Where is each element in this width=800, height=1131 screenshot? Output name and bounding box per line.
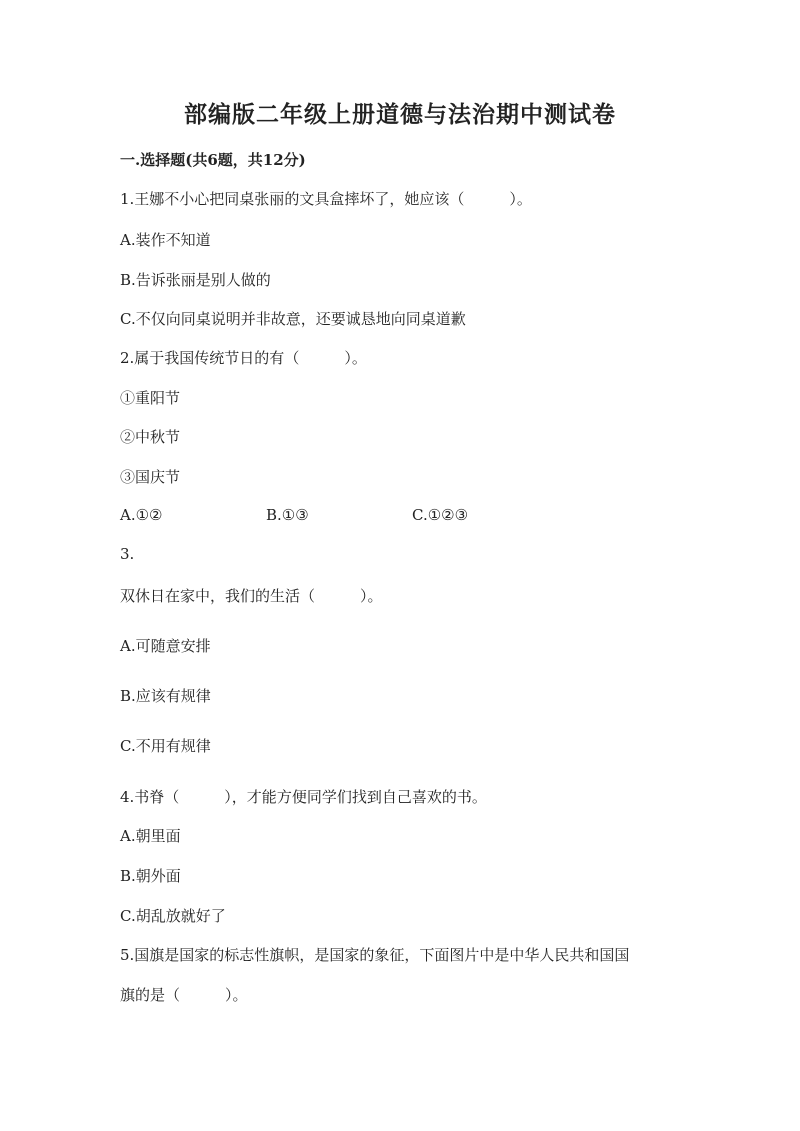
question-1-option-b: B.告诉张丽是别人做的: [120, 271, 271, 289]
question-3-option-a: A.可随意安排: [120, 637, 211, 655]
question-3-option-c: C.不用有规律: [120, 737, 211, 755]
question-5-stem-line-1: 5.国旗是国家的标志性旗帜，是国家的象征，下面图片中是中华人民共和国国: [120, 946, 630, 964]
question-4-option-c: C.胡乱放就好了: [120, 907, 226, 925]
question-3-stem: 双休日在家中，我们的生活（ ）。: [120, 587, 383, 605]
question-2-option-a: A.①②: [120, 506, 163, 524]
question-3-number: 3.: [120, 545, 135, 563]
question-1-option-c: C.不仅向同桌说明并非故意，还要诚恳地向同桌道歉: [120, 310, 466, 328]
question-2-options-row: [120, 506, 680, 528]
question-2-item-2: ②中秋节: [120, 428, 181, 446]
question-4-stem: 4.书脊（ ），才能方便同学们找到自己喜欢的书。: [120, 788, 487, 806]
question-1-option-a: A.装作不知道: [120, 231, 211, 249]
question-2-item-1: ①重阳节: [120, 389, 181, 407]
question-2-item-3: ③国庆节: [120, 468, 181, 486]
question-4-option-a: A.朝里面: [120, 827, 181, 845]
question-2-option-b: B.①③: [266, 506, 309, 524]
question-5-stem-line-2: 旗的是（ ）。: [120, 986, 248, 1004]
page-title: 部编版二年级上册道德与法治期中测试卷: [184, 101, 616, 128]
section-heading: 一.选择题(共6题，共12分): [120, 151, 306, 169]
question-3-option-b: B.应该有规律: [120, 687, 211, 705]
question-1-stem: 1.王娜不小心把同桌张丽的文具盒摔坏了，她应该（ ）。: [120, 190, 532, 208]
question-2-option-c: C.①②③: [412, 506, 469, 524]
question-4-option-b: B.朝外面: [120, 867, 181, 885]
question-2-stem: 2.属于我国传统节日的有（ ）。: [120, 349, 367, 367]
